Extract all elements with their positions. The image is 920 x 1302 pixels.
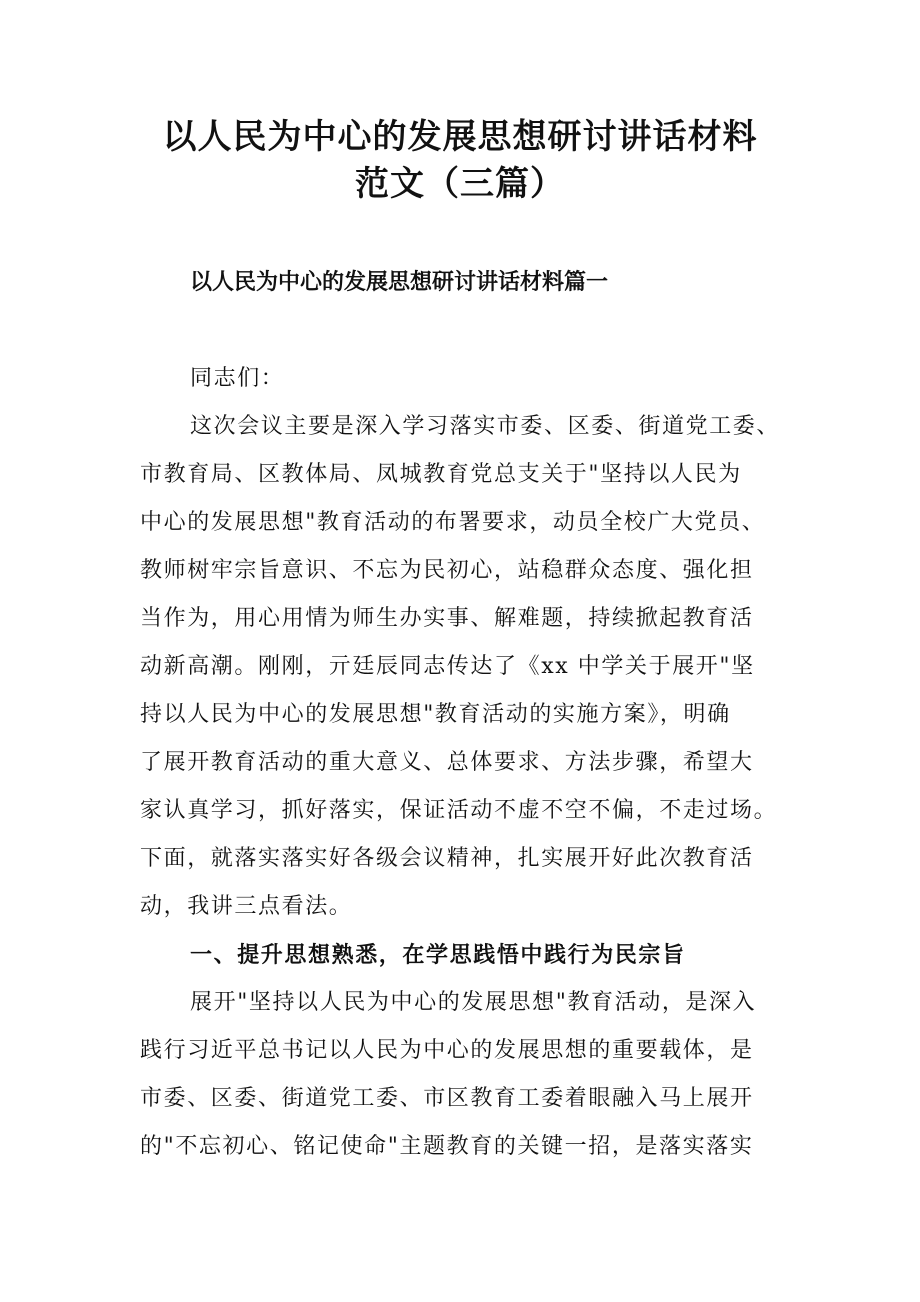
paragraph-line: 中心的发展思想"教育活动的布署要求，动员全校广大党员、 — [140, 510, 766, 535]
paragraph-line: 下面，就落实落实好各级会议精神，扎实展开好此次教育活 — [140, 846, 754, 871]
paragraph-line: 展开"坚持以人民为中心的发展思想"教育活动，是深入 — [190, 990, 757, 1015]
paragraph-line: 这次会议主要是深入学习落实市委、区委、街道党工委、 — [190, 414, 781, 439]
point-heading: 一、提升思想熟悉，在学思践悟中践行为民宗旨 — [190, 942, 686, 968]
section-heading: 以人民为中心的发展思想研讨讲话材料篇一 — [190, 269, 609, 295]
paragraph-line: 当作为，用心用情为师生办实事、解难题，持续掀起教育活 — [140, 606, 754, 631]
paragraph-line: 了展开教育活动的重大意义、总体要求、方法步骤，希望大 — [140, 750, 754, 775]
greeting: 同志们： — [190, 366, 285, 391]
paragraph-line: 动新高潮。刚刚，亓廷辰同志传达了《xx 中学关于展开"坚 — [140, 654, 755, 679]
paragraph-line: 动，我讲三点看法。 — [140, 894, 353, 919]
paragraph-line: 的"不忘初心、铭记使命"主题教育的关键一招，是落实落实 — [140, 1134, 754, 1159]
document-title-line-2: 范文（三篇） — [355, 164, 565, 204]
paragraph-line: 践行习近平总书记以人民为中心的发展思想的重要载体，是 — [140, 1038, 754, 1063]
paragraph-line: 市教育局、区教体局、凤城教育党总支关于"坚持以人民为 — [140, 462, 742, 487]
document-title-line-1: 以人民为中心的发展思想研讨讲话材料 — [162, 117, 758, 157]
paragraph-line: 教师树牢宗旨意识、不忘为民初心，站稳群众态度、强化担 — [140, 558, 754, 583]
paragraph-line: 市委、区委、街道党工委、市区教育工委着眼融入马上展开 — [140, 1086, 754, 1111]
paragraph-line: 持以人民为中心的发展思想"教育活动的实施方案》，明确 — [140, 702, 731, 727]
paragraph-line: 家认真学习，抓好落实，保证活动不虚不空不偏，不走过场。 — [140, 798, 778, 823]
